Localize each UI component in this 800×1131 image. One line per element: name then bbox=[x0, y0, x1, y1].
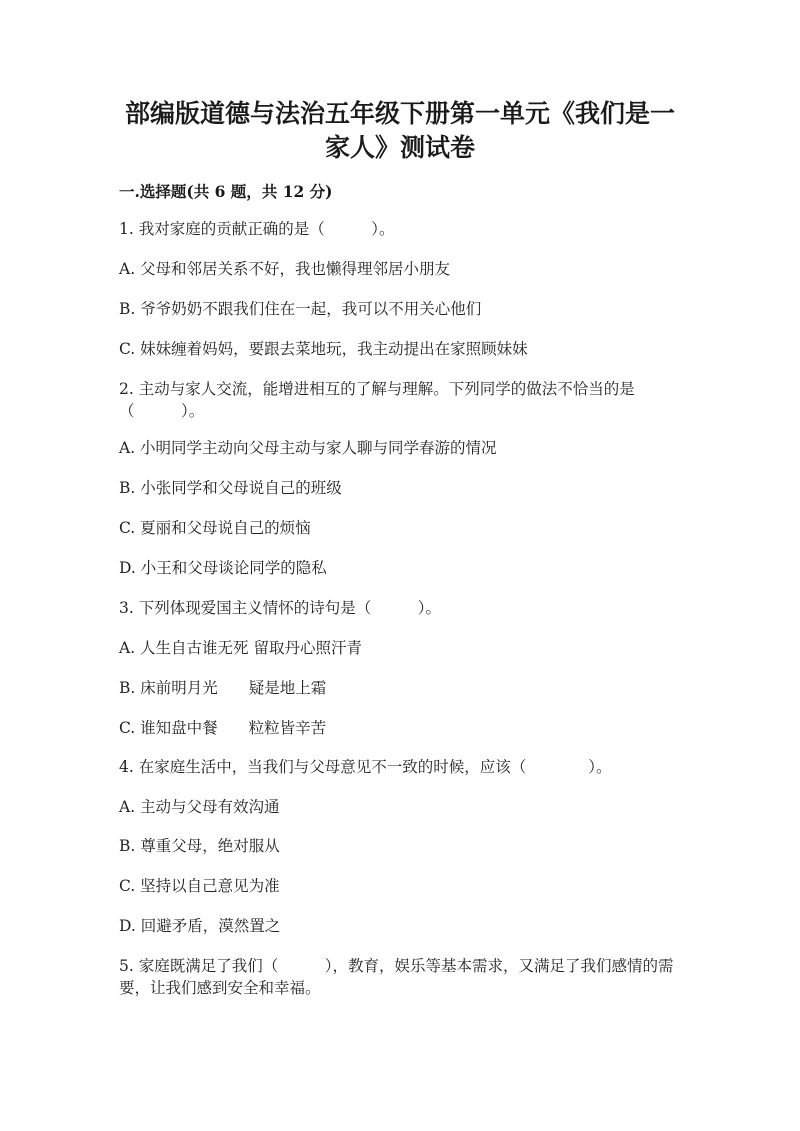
question-4-option-a: A. 主动与父母有效沟通 bbox=[119, 798, 280, 816]
question-1-option-b: B. 爷爷奶奶不跟我们住在一起，我可以不用关心他们 bbox=[119, 300, 482, 318]
question-2-option-d: D. 小王和父母谈论同学的隐私 bbox=[119, 559, 327, 577]
exam-title-line-2: 家人》测试卷 bbox=[324, 133, 475, 162]
question-4-stem: 4. 在家庭生活中，当我们与父母意见不一致的时候，应该（ ）。 bbox=[119, 758, 612, 776]
question-3-option-b: B. 床前明月光 疑是地上霜 bbox=[119, 679, 327, 697]
question-2-option-c: C. 夏丽和父母说自己的烦恼 bbox=[119, 519, 311, 537]
question-3-option-c: C. 谁知盘中餐 粒粒皆辛苦 bbox=[119, 719, 327, 737]
question-2-option-b: B. 小张同学和父母说自己的班级 bbox=[119, 479, 342, 497]
question-3-option-a: A. 人生自古谁无死 留取丹心照汗青 bbox=[119, 639, 362, 657]
question-4-option-b: B. 尊重父母，绝对服从 bbox=[119, 837, 280, 855]
exam-title-line-1: 部编版道德与法治五年级下册第一单元《我们是一 bbox=[124, 99, 675, 128]
question-1-option-a: A. 父母和邻居关系不好，我也懒得理邻居小朋友 bbox=[119, 260, 451, 278]
question-4-option-c: C. 坚持以自己意见为准 bbox=[119, 877, 280, 895]
section-heading: 一.选择题(共 6 题，共 12 分) bbox=[119, 182, 333, 201]
question-1-option-c: C. 妹妹缠着妈妈，要跟去菜地玩，我主动提出在家照顾妹妹 bbox=[119, 340, 528, 358]
question-5-stem: 5. 家庭既满足了我们（ ），教育，娱乐等基本需求，又满足了我们感情的需要，让我们感到安全和幸福。 bbox=[119, 957, 674, 997]
question-1-stem: 1. 我对家庭的贡献正确的是（ ）。 bbox=[119, 220, 395, 238]
question-4-option-d: D. 回避矛盾，漠然置之 bbox=[119, 917, 281, 935]
question-3-stem: 3. 下列体现爱国主义情怀的诗句是（ ）。 bbox=[119, 599, 441, 617]
question-2-option-a: A. 小明同学主动向父母主动与家人聊与同学春游的情况 bbox=[119, 439, 497, 457]
question-2-stem: 2. 主动与家人交流，能增进相互的了解与理解。下列同学的做法不恰当的是（ ）。 bbox=[119, 380, 635, 420]
